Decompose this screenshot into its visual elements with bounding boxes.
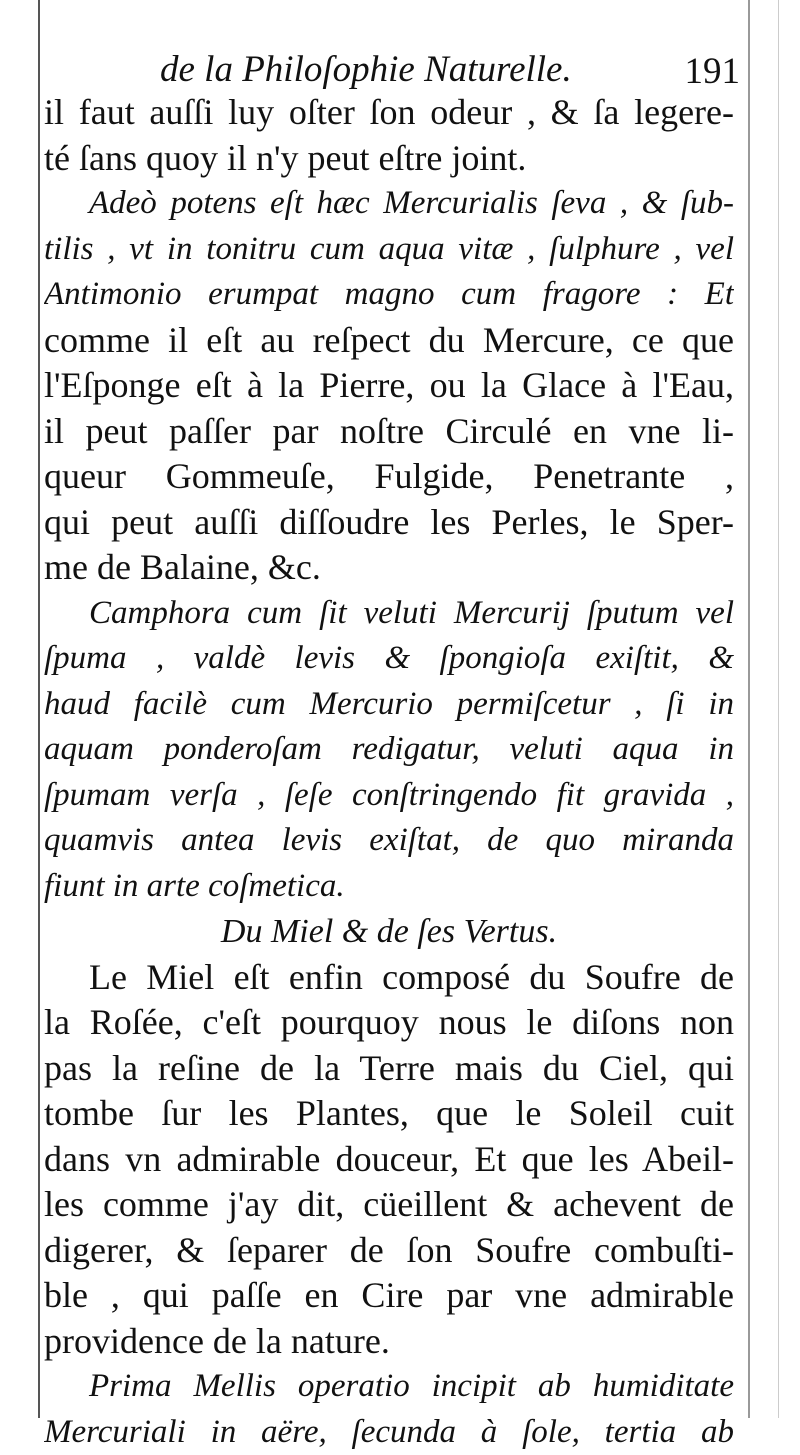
text-line: tilis , vt in tonitru cum aqua vitæ , ſulphure , vel	[44, 227, 734, 273]
text-body	[44, 90, 734, 1455]
section-heading: Du Miel & de ſes Vertus.	[44, 909, 734, 955]
text-line: Mercuriali in aëre, ſecunda à ſole, tertia ab	[44, 1410, 734, 1455]
text-line: pas la reſine de la Terre mais du Ciel, qui	[44, 1046, 734, 1092]
text-line: digerer, & ſeparer de ſon Soufre combuſti-	[44, 1228, 734, 1274]
text-line: Prima Mellis operatio incipit ab humiditate	[44, 1364, 734, 1410]
page-gutter-line	[38, 0, 40, 1418]
page-edge-shadow	[778, 0, 779, 1418]
page-number: 191	[685, 50, 741, 93]
text-line: dans vn admirable douceur, Et que les Abeil-	[44, 1137, 734, 1183]
text-line: providence de la nature.	[44, 1319, 734, 1365]
text-line: haud facilè cum Mercurio permiſcetur , ſi in	[44, 682, 734, 728]
text-line: Le Miel eſt enfin composé du Soufre de	[44, 955, 734, 1001]
text-line: comme il eſt au reſpect du Mercure, ce que	[44, 318, 734, 364]
page-header	[150, 38, 740, 98]
text-line: queur Gommeuſe, Fulgide, Penetrante ,	[44, 454, 734, 500]
text-line: Antimonio erumpat magno cum fragore : Et	[44, 272, 734, 318]
text-line: Adeò potens eſt hæc Mercurialis ſeva , & ſub-	[44, 181, 734, 227]
text-line: Camphora cum ſit veluti Mercurij ſputum vel	[44, 591, 734, 637]
text-line: quamvis antea levis exiſtat, de quo miranda	[44, 818, 734, 864]
running-head: de la Philoſophie Naturelle.	[160, 48, 572, 91]
text-line: il faut auſſi luy oſter ſon odeur , & ſa legere-	[44, 90, 734, 136]
text-line: té ſans quoy il n'y peut eſtre joint.	[44, 136, 734, 182]
text-line: tombe ſur les Plantes, que le Soleil cuit	[44, 1091, 734, 1137]
text-line: il peut paſſer par noſtre Circulé en vne li-	[44, 409, 734, 455]
text-line: me de Balaine, &c.	[44, 545, 734, 591]
text-line: la Roſée, c'eſt pourquoy nous le diſons non	[44, 1000, 734, 1046]
text-line: ble , qui paſſe en Cire par vne admirable	[44, 1273, 734, 1319]
text-line: qui peut auſſi diſſoudre les Perles, le Sper-	[44, 500, 734, 546]
text-line: fiunt in arte coſmetica.	[44, 864, 734, 910]
text-line: les comme j'ay dit, cüeillent & achevent de	[44, 1182, 734, 1228]
text-line: aquam ponderoſam redigatur, veluti aqua in	[44, 727, 734, 773]
page-edge-line	[748, 0, 750, 1418]
text-line: ſpuma , valdè levis & ſpongioſa exiſtit, &	[44, 636, 734, 682]
text-line: ſpumam verſa , ſeſe conſtringendo fit gravida ,	[44, 773, 734, 819]
text-line: l'Eſponge eſt à la Pierre, ou la Glace à l'Eau,	[44, 363, 734, 409]
